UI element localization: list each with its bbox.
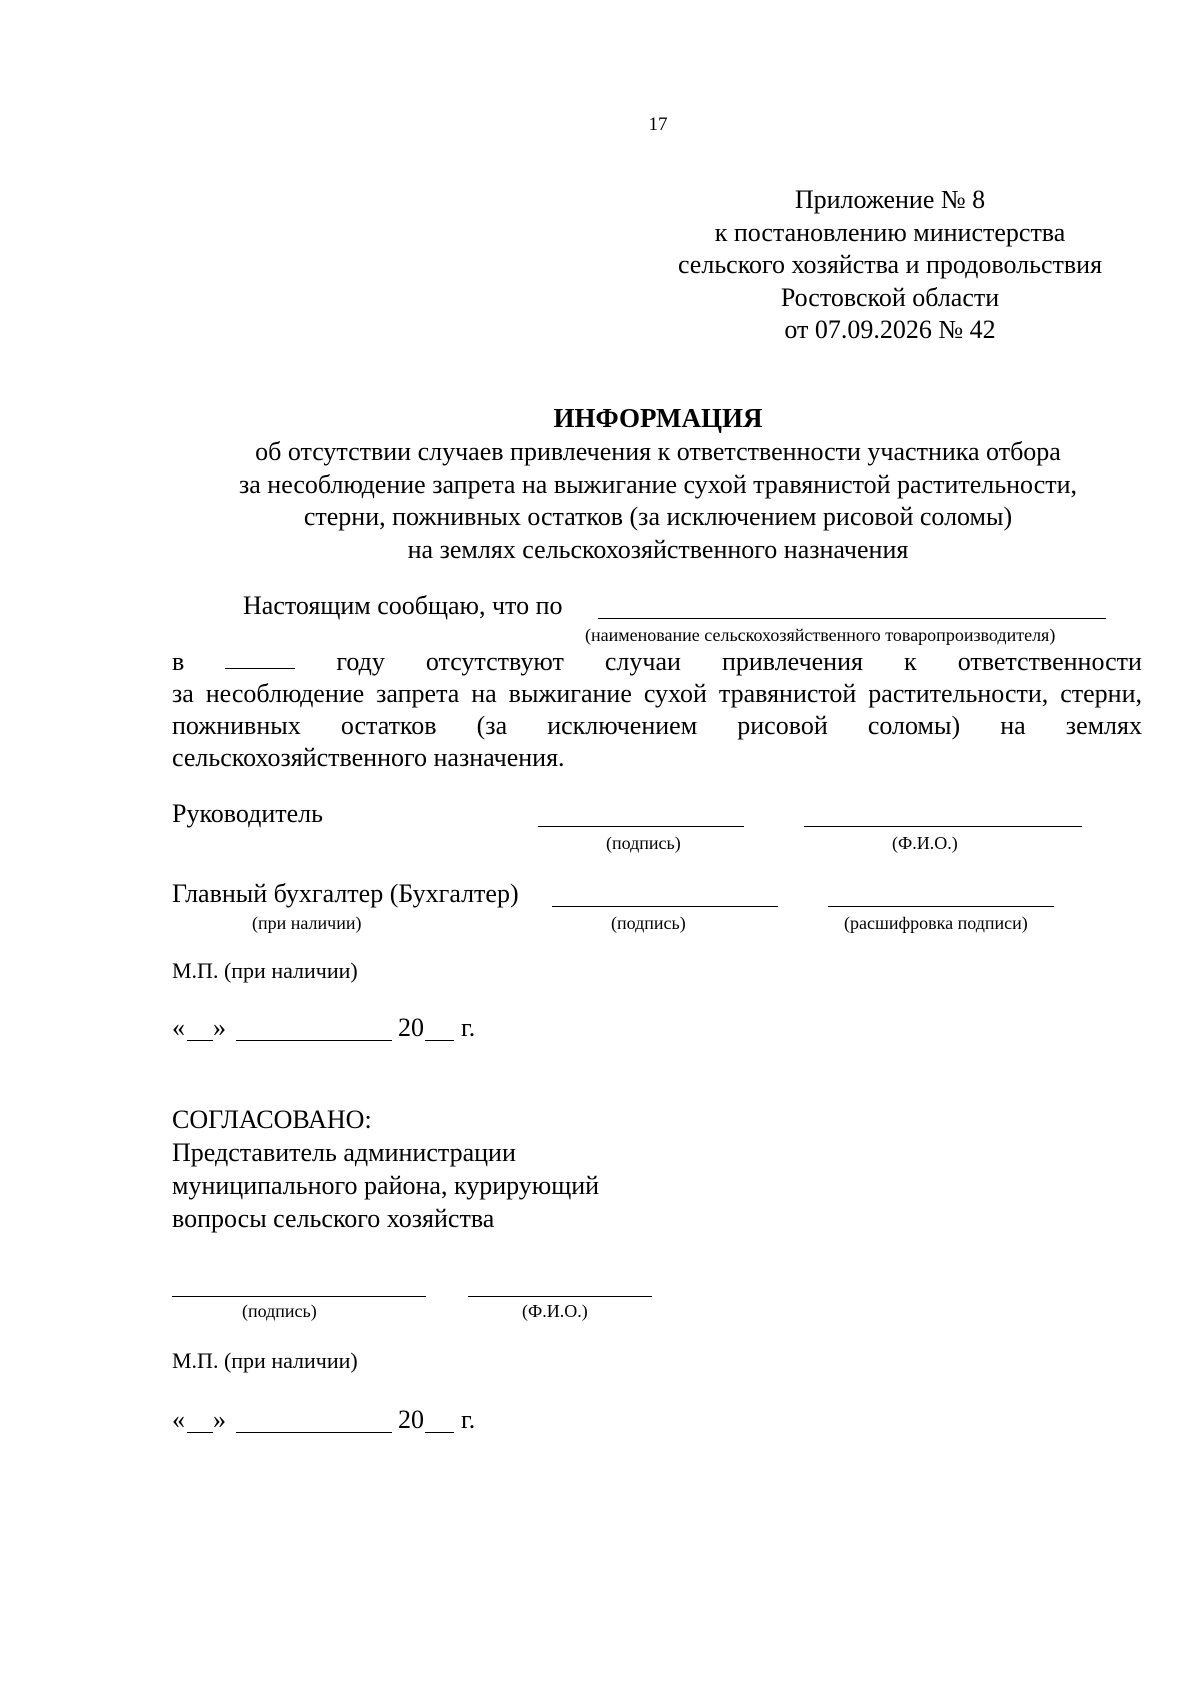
date-year-prefix: 20 — [398, 1013, 424, 1042]
accountant-decoding-caption: (расшифровка подписи) — [844, 913, 1028, 933]
word: году — [336, 647, 385, 676]
year-blank-line[interactable] — [225, 646, 295, 669]
subtitle-line: стерни, пожнивных остатков (за исключением рисовой соломы) — [303, 502, 1013, 531]
accountant-decoding-line[interactable] — [828, 906, 1054, 907]
agreed-name-caption: (Ф.И.О.) — [522, 1301, 588, 1321]
statement-intro: Настоящим сообщаю, что по — [243, 591, 563, 620]
subtitle-line: об отсутствии случаев привлечения к ответственности участника отбора — [255, 437, 1061, 466]
agreed-line: Представитель администрации — [172, 1138, 516, 1167]
head-signature-caption: (подпись) — [606, 833, 681, 853]
word: в — [172, 647, 185, 676]
date-year-line[interactable] — [425, 1040, 454, 1041]
word: случаи — [604, 647, 681, 676]
date-close-quote: » — [213, 1013, 226, 1042]
word: ответственности — [957, 647, 1142, 676]
accountant-if-any-caption: (при наличии) — [252, 913, 362, 933]
agreed-line: вопросы сельского хозяйства — [172, 1204, 495, 1233]
date-day-line[interactable] — [187, 1432, 213, 1433]
subtitle-line: на землях сельскохозяйственного назначения — [407, 534, 909, 564]
date-open-quote: « — [172, 1405, 185, 1434]
date-open-quote: « — [172, 1013, 185, 1042]
agreed-heading: СОГЛАСОВАНО: — [172, 1105, 372, 1134]
agreed-signature-caption: (подпись) — [242, 1301, 317, 1321]
word: отсутствуют — [425, 647, 564, 676]
producer-name-line[interactable] — [598, 618, 1106, 619]
appendix-line: к постановлению министерства — [714, 217, 1066, 247]
producer-caption: (наименование сельскохозяйственного товаропроизводителя) — [585, 625, 1056, 645]
statement-first-line — [172, 646, 1142, 678]
accountant-label: Главный бухгалтер (Бухгалтер) — [172, 879, 519, 908]
head-name-caption: (Ф.И.О.) — [892, 833, 958, 853]
statement-body — [172, 646, 1142, 774]
date-month-line[interactable] — [236, 1432, 392, 1433]
agreed-signature-line[interactable] — [172, 1296, 426, 1297]
document-title: ИНФОРМАЦИЯ — [553, 403, 763, 433]
date-year-prefix: 20 — [398, 1405, 424, 1434]
date-year-line[interactable] — [425, 1432, 454, 1433]
date-year-suffix: г. — [461, 1405, 476, 1434]
appendix-block — [640, 184, 1140, 347]
agreed-name-line[interactable] — [468, 1296, 652, 1297]
word: привлечения — [721, 647, 863, 676]
word: к — [904, 647, 917, 676]
seal-note: М.П. (при наличии) — [172, 958, 358, 983]
date-close-quote: » — [213, 1405, 226, 1434]
head-signature-line[interactable] — [538, 826, 744, 827]
date-year-suffix: г. — [461, 1013, 476, 1042]
subtitle-line: за несоблюдение запрета на выжигание сухой травянистой растительности, — [238, 469, 1078, 499]
document-subtitle — [0, 436, 1200, 566]
appendix-line: Ростовской области — [780, 282, 1000, 312]
head-label: Руководитель — [172, 799, 323, 828]
date-day-line[interactable] — [187, 1040, 213, 1041]
appendix-line: сельского хозяйства и продовольствия — [677, 250, 1103, 279]
head-name-line[interactable] — [804, 826, 1082, 827]
accountant-signature-caption: (подпись) — [611, 913, 686, 933]
date-month-line[interactable] — [236, 1040, 392, 1041]
page-number: 17 — [648, 114, 668, 135]
seal-note: М.П. (при наличии) — [172, 1348, 358, 1373]
agreed-line: муниципального района, курирующий — [172, 1171, 600, 1200]
appendix-line: Приложение № 8 — [794, 185, 986, 214]
statement-rest: за несоблюдение запрета на выжигание сухой травянистой растительности, стерни, пожнивных остатков (за исключением рисовой соломы) на землях сельскохозяйственного назначения. — [172, 679, 1142, 772]
appendix-line: от 07.09.2026 № 42 — [784, 315, 996, 344]
accountant-signature-line[interactable] — [552, 906, 778, 907]
